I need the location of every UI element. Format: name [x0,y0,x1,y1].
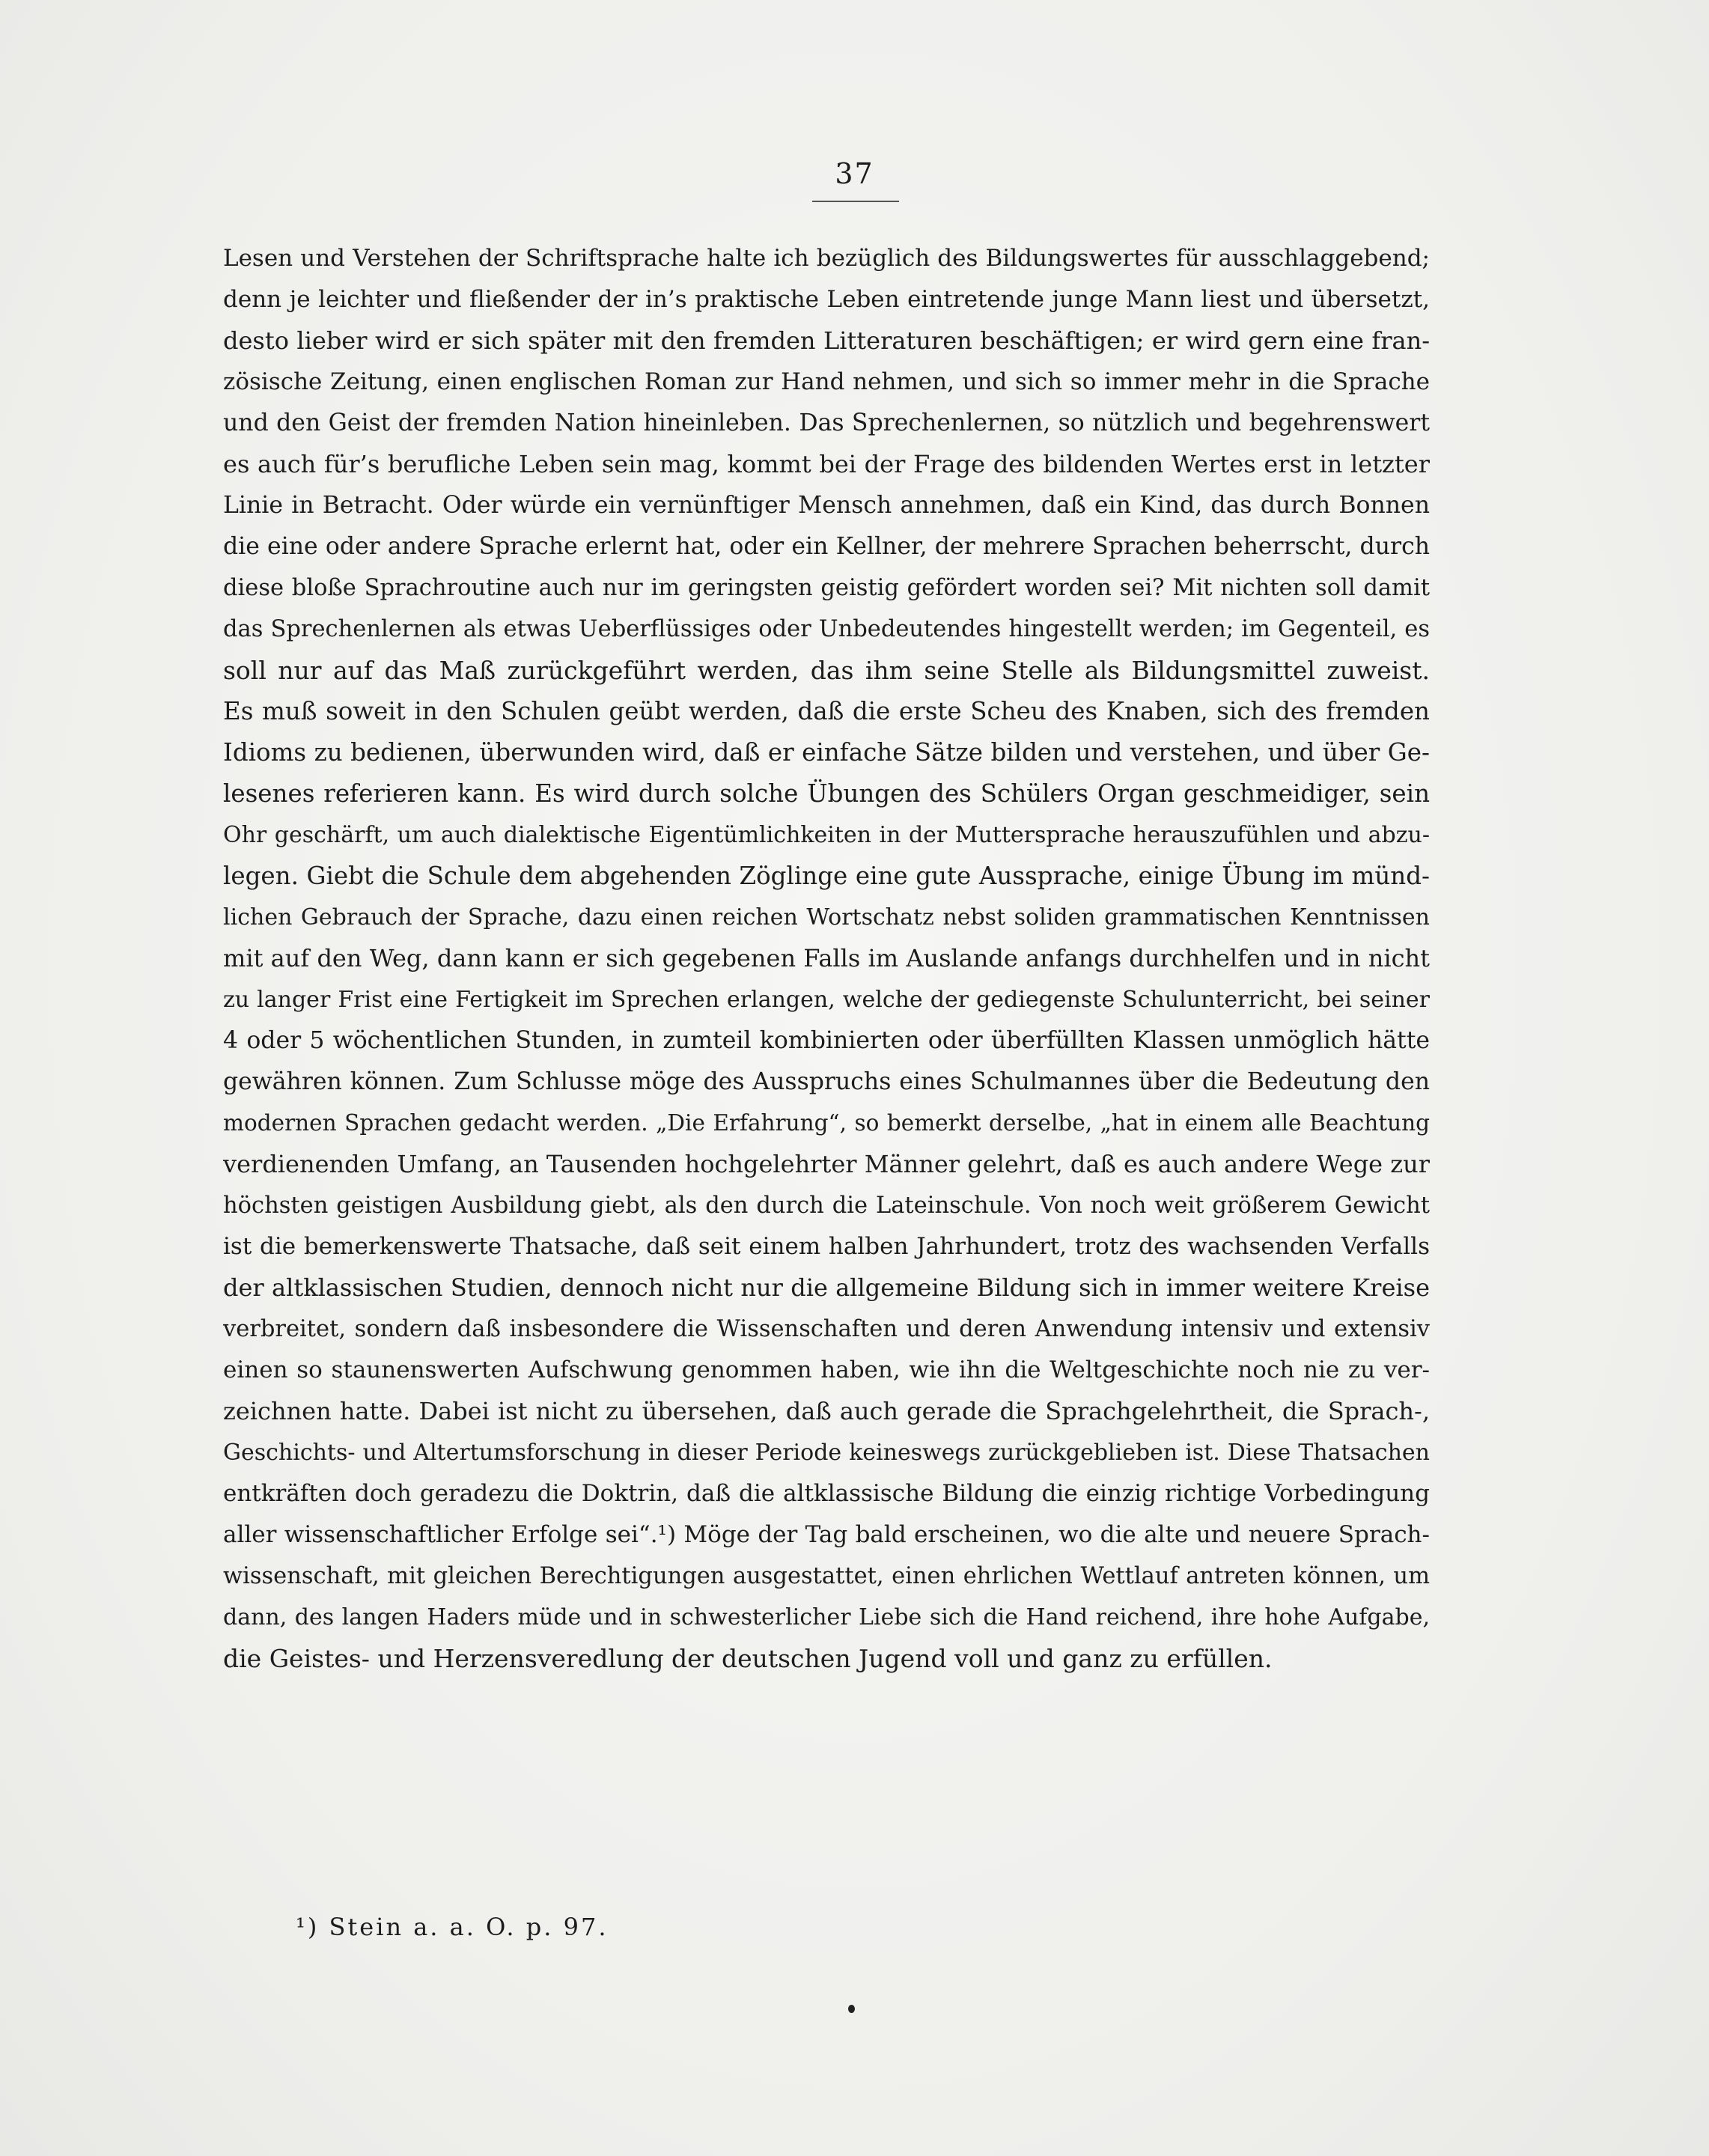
text-line: es auch für’s berufliche Leben sein mag, kommt bei der Frage des bildenden Wertes erst in letzter [223,450,1430,478]
footnote: ¹) Stein a. a. O. p. 97. [296,1913,609,1941]
text-line: einen so staunenswerten Aufschwung genommen haben, wie ihn die Weltgeschichte noch nie zu ver- [223,1356,1430,1383]
text-line: entkräften doch geradezu die Doktrin, daß die altklassische Bildung die einzig richtige Vorbedingung [223,1480,1430,1507]
text-line: aller wissenschaftlicher Erfolge sei“.¹) Möge der Tag bald erscheinen, wo die alte und neuere Sprach- [223,1521,1430,1548]
text-line: höchsten geistigen Ausbildung giebt, als den durch die Lateinschule. Von noch weit größerem Gewicht [223,1193,1430,1219]
text-line: desto lieber wird er sich später mit den fremden Litteraturen beschäftigen; er wird gern eine fran- [223,326,1430,355]
text-line: gewähren können. Zum Schlusse möge des Ausspruchs eines Schulmannes über die Bedeutung den [223,1068,1430,1095]
text-line: zeichnen hatte. Dabei ist nicht zu übersehen, daß auch gerade die Sprachgelehrtheit, die Sprach-, [223,1397,1430,1425]
text-line: ist die bemerkenswerte Thatsache, daß seit einem halben Jahrhundert, trotz des wachsenden Verfalls [223,1233,1430,1260]
text-line: Geschichts- und Altertumsforschung in dieser Periode keineswegs zurückgeblieben ist. Diese Thatsachen [223,1440,1430,1466]
text-line: Ohr geschärft, um auch dialektische Eigentümlichkeiten in der Muttersprache herauszufühlen und abzu- [223,822,1430,848]
text-line: dann, des langen Haders müde und in schwesterlicher Liebe sich die Hand reichend, ihre hohe Aufgabe, [223,1604,1430,1630]
text-line: lesenes referieren kann. Es wird durch solche Übungen des Schülers Organ geschmeidiger, sein [223,779,1430,808]
text-line: 4 oder 5 wöchentlichen Stunden, in zumteil kombinierten oder überfüllten Klassen unmöglich hätte [223,1027,1430,1054]
text-line: lichen Gebrauch der Sprache, dazu einen reichen Wortschatz nebst soliden grammatischen Kenntnissen [223,904,1430,931]
page-number-rule [812,201,899,202]
text-line: das Sprechenlernen als etwas Ueberflüssiges oder Unbedeutendes hingestellt werden; im Gegenteil, es [223,616,1430,642]
text-line: diese bloße Sprachroutine auch nur im geringsten geistig gefördert worden sei? Mit nichten soll damit [223,575,1430,601]
text-line: legen. Giebt die Schule dem abgehenden Zöglinge eine gute Aussprache, einige Übung im münd- [223,862,1430,890]
ink-dot [848,2005,855,2013]
text-line: Idioms zu bedienen, überwunden wird, daß er einfache Sätze bilden und verstehen, und über Ge- [223,738,1430,767]
text-line: zu langer Frist eine Fertigkeit im Sprechen erlangen, welche der gediegenste Schulunterricht, bei seiner [223,987,1430,1013]
text-line: Linie in Betracht. Oder würde ein vernünftiger Mensch annehmen, daß ein Kind, das durch Bonnen [223,492,1430,519]
text-line: Es muß soweit in den Schulen geübt werden, daß die erste Scheu des Knaben, sich des fremden [223,697,1430,725]
text-line: zösische Zeitung, einen englischen Roman zur Hand nehmen, und sich so immer mehr in die Sprache [223,368,1430,395]
text-line: verdienenden Umfang, an Tausenden hochgelehrter Männer gelehrt, daß es auch andere Wege zur [223,1150,1430,1178]
text-line: denn je leichter und fließender der in’s praktische Leben eintretende junge Mann liest und übersetzt, [223,286,1430,313]
text-line: die eine oder andere Sprache erlernt hat, oder ein Kellner, der mehrere Sprachen beherrscht, durch [223,533,1430,560]
text-line: wissenschaft, mit gleichen Berechtigungen ausgestattet, einen ehrlichen Wettlauf antreten können, um [223,1563,1430,1589]
text-line: soll nur auf das Maß zurückgeführt werden, das ihm seine Stelle als Bildungsmittel zuweist. [223,656,1430,685]
text-line: der altklassischen Studien, dennoch nicht nur die allgemeine Bildung sich in immer weitere Kreise [223,1273,1430,1302]
body-text [223,238,1430,1679]
text-line: Lesen und Verstehen der Schriftsprache halte ich bezüglich des Bildungswertes für ausschlaggebend; [223,245,1430,272]
text-line: verbreitet, sondern daß insbesondere die Wissenschaften und deren Anwendung intensiv und extensiv [223,1316,1430,1342]
text-line: und den Geist der fremden Nation hineinleben. Das Sprechenlernen, so nützlich und begehrenswert [223,409,1430,436]
text-line: modernen Sprachen gedacht werden. „Die Erfahrung“, so bemerkt derselbe, „hat in einem alle Beachtung [223,1110,1430,1136]
text-line-last: die Geistes- und Herzensveredlung der deutschen Jugend voll und ganz zu erfüllen. [223,1644,1273,1673]
text-line: mit auf den Weg, dann kann er sich gegebenen Falls im Auslande anfangs durchhelfen und in nicht [223,944,1430,972]
page-number: 37 [835,157,874,190]
